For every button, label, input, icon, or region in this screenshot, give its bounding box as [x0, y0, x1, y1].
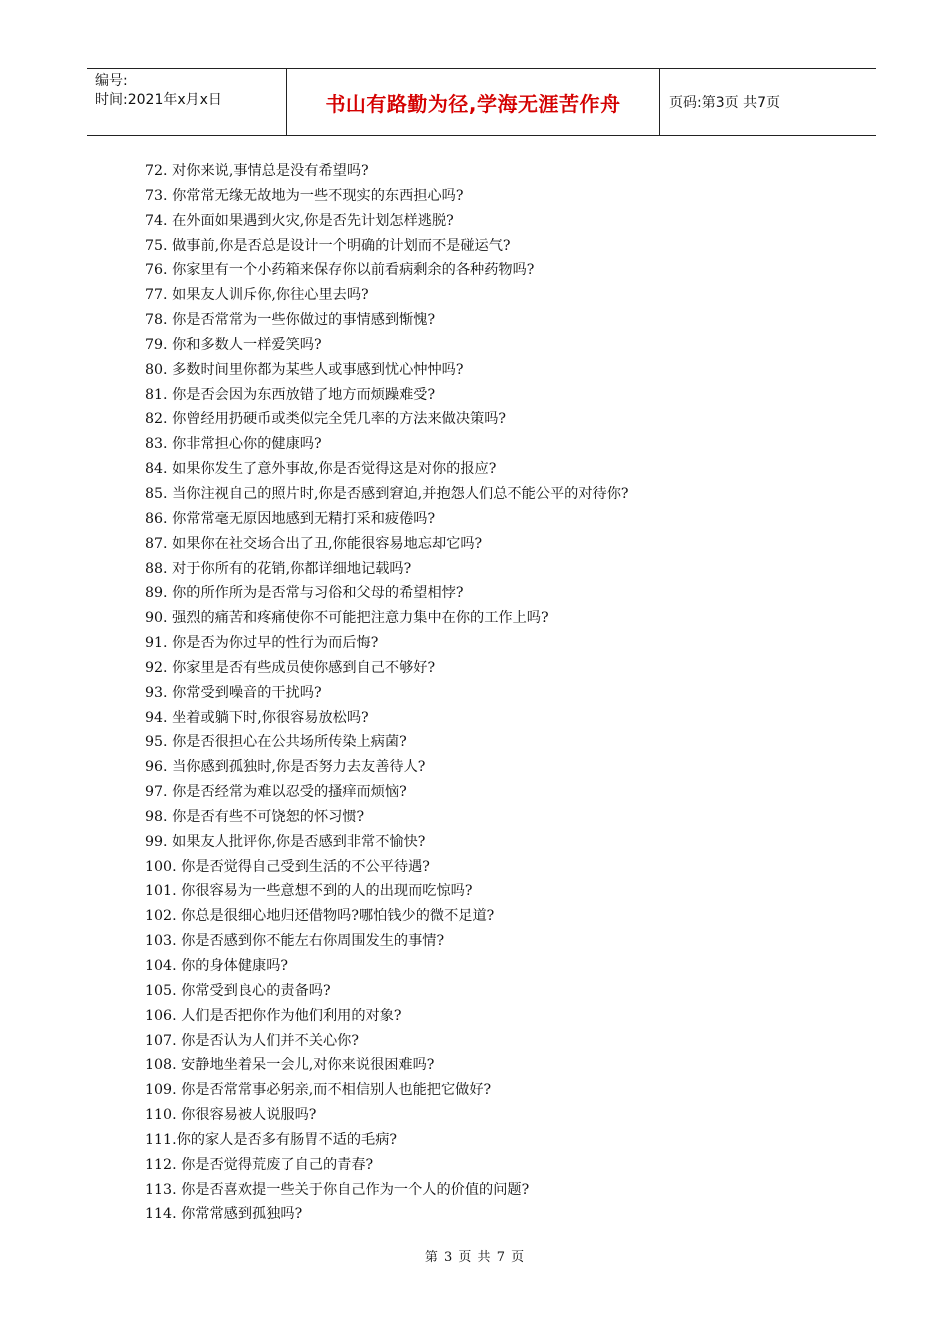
question-item: 114. 你常常感到孤独吗? — [145, 1206, 303, 1223]
question-item: 110. 你很容易被人说服吗? — [145, 1107, 317, 1124]
motto-text: 书山有路勤为径,学海无涯苦作舟 — [325, 91, 621, 116]
number-label: 编号: — [95, 73, 128, 89]
question-item: 96. 当你感到孤独时,你是否努力去友善待人? — [145, 759, 426, 776]
question-item: 91. 你是否为你过早的性行为而后悔? — [145, 635, 379, 652]
question-item: 108. 安静地坐着呆一会儿,对你来说很困难吗? — [145, 1057, 435, 1074]
question-item: 79. 你和多数人一样爱笑吗? — [145, 336, 322, 353]
question-item: 100. 你是否觉得自己受到生活的不公平待遇? — [145, 858, 430, 875]
question-item: 92. 你家里是否有些成员使你感到自己不够好? — [145, 659, 436, 676]
footer-page-number: 第 3 页 共 7 页 — [424, 1250, 526, 1265]
question-item: 113. 你是否喜欢提一些关于你自己作为一个人的价值的问题? — [145, 1181, 530, 1198]
question-item: 83. 你非常担心你的健康吗? — [145, 436, 322, 453]
question-item: 97. 你是否经常为难以忍受的搔痒而烦恼? — [145, 784, 407, 801]
question-item: 109. 你是否常常事必躬亲,而不相信别人也能把它做好? — [145, 1082, 492, 1099]
question-item: 78. 你是否常常为一些你做过的事情感到惭愧? — [145, 312, 436, 329]
question-item: 102. 你总是很细心地归还借物吗?哪怕钱少的微不足道? — [145, 908, 495, 925]
question-item: 93. 你常受到噪音的干扰吗? — [145, 684, 322, 701]
question-item: 75. 做事前,你是否总是设计一个明确的计划而不是碰运气? — [145, 237, 511, 254]
question-item: 81. 你是否会因为东西放错了地方而烦躁难受? — [145, 386, 436, 403]
question-item: 72. 对你来说,事情总是没有希望吗? — [145, 163, 369, 179]
question-item: 105. 你常受到良心的责备吗? — [145, 982, 331, 999]
question-item: 99. 如果友人批评你,你是否感到非常不愉快? — [145, 833, 426, 850]
question-item: 94. 坐着或躺下时,你很容易放松吗? — [145, 709, 369, 726]
question-item: 84. 如果你发生了意外事故,你是否觉得这是对你的报应? — [145, 461, 497, 478]
header-page-cell — [660, 69, 876, 135]
header-info-cell — [87, 69, 287, 135]
question-item: 89. 你的所作所为是否常与习俗和父母的希望相悖? — [145, 585, 464, 602]
document-header — [87, 68, 876, 136]
question-item: 85. 当你注视自己的照片时,你是否感到窘迫,并抱怨人们总不能公平的对待你? — [145, 485, 629, 502]
page-number-label: 页码:第3页 共7页 — [669, 95, 780, 111]
question-item: 95. 你是否很担心在公共场所传染上病菌? — [145, 734, 407, 751]
question-item: 77. 如果友人训斥你,你往心里去吗? — [145, 287, 369, 304]
question-item: 103. 你是否感到你不能左右你周围发生的事情? — [145, 933, 445, 950]
page-footer — [0, 1246, 950, 1265]
question-item: 80. 多数时间里你都为某些人或事感到忧心忡忡吗? — [145, 361, 464, 378]
question-item: 101. 你很容易为一些意想不到的人的出现而吃惊吗? — [145, 883, 473, 900]
question-item: 86. 你常常毫无原因地感到无精打采和疲倦吗? — [145, 510, 436, 527]
question-item: 76. 你家里有一个小药箱来保存你以前看病剩余的各种药物吗? — [145, 262, 535, 279]
header-motto-cell — [287, 69, 660, 135]
question-item: 74. 在外面如果遇到火灾,你是否先计划怎样逃脱? — [145, 212, 454, 229]
question-item: 111.你的家人是否多有肠胃不适的毛病? — [145, 1131, 398, 1148]
time-label: 时间:2021年x月x日 — [95, 92, 222, 108]
question-item: 90. 强烈的痛苦和疼痛使你不可能把注意力集中在你的工作上吗? — [145, 610, 549, 627]
question-item: 98. 你是否有些不可饶恕的怀习惯? — [145, 808, 365, 825]
question-item: 104. 你的身体健康吗? — [145, 958, 289, 974]
question-list — [145, 159, 629, 1227]
question-item: 87. 如果你在社交场合出了丑,你能很容易地忘却它吗? — [145, 535, 483, 552]
question-item: 82. 你曾经用扔硬币或类似完全凭几率的方法来做决策吗? — [145, 411, 506, 428]
question-item: 107. 你是否认为人们并不关心你? — [145, 1032, 359, 1049]
question-item: 112. 你是否觉得荒废了自己的青春? — [145, 1156, 374, 1173]
question-item: 73. 你常常无缘无故地为一些不现实的东西担心吗? — [145, 187, 464, 204]
question-item: 88. 对于你所有的花销,你都详细地记载吗? — [145, 560, 412, 577]
question-item: 106. 人们是否把你作为他们利用的对象? — [145, 1007, 402, 1024]
